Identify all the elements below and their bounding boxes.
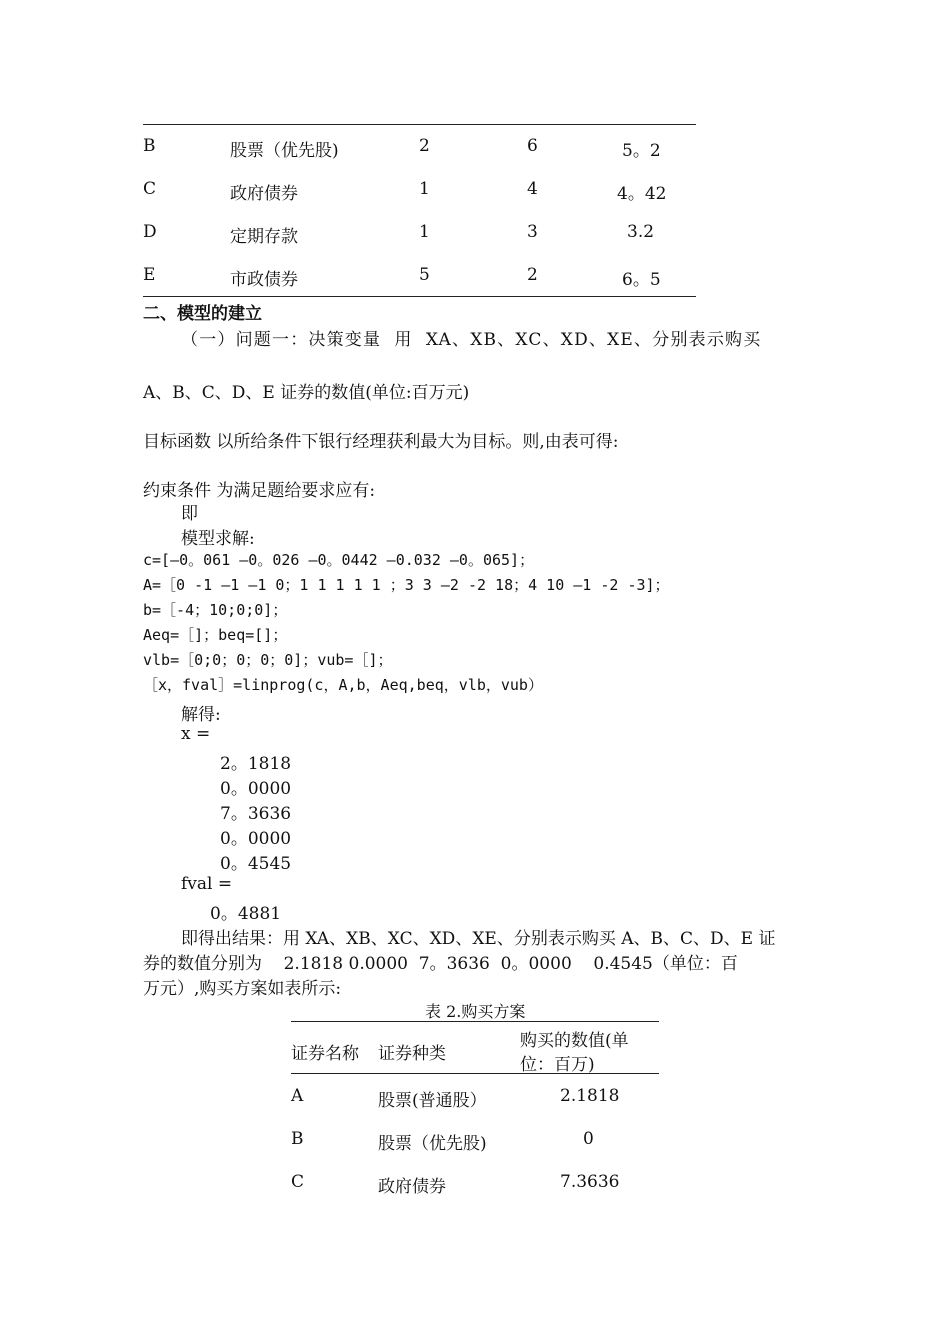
- table1-cell: 6: [527, 136, 538, 156]
- table2-header-cell: 证券种类: [378, 1044, 446, 1064]
- table2-cell: 股票（优先股): [378, 1134, 487, 1154]
- paragraph-objective: 目标函数 以所给条件下银行经理获利最大为目标。则,由表可得:: [143, 432, 619, 452]
- table2-header-rule: [291, 1073, 659, 1074]
- table1-cell: 5: [419, 265, 430, 285]
- table1-cell: 2: [419, 136, 430, 156]
- code-line: ［x，fval］=linprog(c，A,b，Aeq,beq，vlb，vub）: [143, 676, 543, 694]
- result-line: 万元）,购买方案如表所示:: [143, 979, 342, 999]
- table2-cell: 7.3636: [560, 1172, 620, 1192]
- x-value: 0。4545: [220, 854, 292, 874]
- table2-cell: 股票(普通股）: [378, 1091, 487, 1111]
- table1-cell: E: [143, 265, 156, 285]
- code-line: A=［0 -1 —1 —1 0；1 1 1 1 1 ；3 3 —2 -2 18；4 10 —1 -2 -3]；: [143, 576, 670, 594]
- table1-cell: 6。5: [622, 270, 661, 290]
- table1-cell: 4。42: [617, 184, 667, 204]
- paragraph-decision-variables: （一）问题一：决策变量 用 XA、XB、XC、XD、XE、分别表示购买: [181, 330, 762, 350]
- code-line: b=［-4；10;0;0]；: [143, 601, 288, 619]
- result-line: 即得出结果：用 XA、XB、XC、XD、XE、分别表示购买 A、B、C、D、E 证: [181, 929, 776, 949]
- table1-cell: 5。2: [622, 141, 661, 161]
- table1-cell: C: [143, 179, 157, 199]
- table1-cell: 2: [527, 265, 538, 285]
- table1-cell: 1: [419, 222, 430, 242]
- code-line: Aeq=［]；beq=[]；: [143, 626, 288, 644]
- fval-label: fval =: [181, 874, 233, 894]
- x-value: 0。0000: [220, 779, 292, 799]
- code-line: vlb=［0;0；0；0；0]；vub=［]；: [143, 651, 393, 669]
- table1-cell: D: [143, 222, 157, 242]
- table1-cell: 定期存款: [230, 227, 298, 247]
- x-value: 7。3636: [220, 804, 292, 824]
- code-line: c=[—0。061 —0。026 —0。0442 —0.032 —0。065]；: [143, 551, 535, 569]
- table1-top-rule: [143, 124, 696, 125]
- table1-cell: 3.2: [627, 222, 655, 242]
- table2-cell: C: [291, 1172, 305, 1192]
- paragraph-constraints: 约束条件 为满足题给要求应有:: [143, 481, 376, 501]
- result-line: 券的数值分别为 2.1818 0.0000 7。3636 0。0000 0.4545（单位：百: [143, 954, 738, 974]
- table2-cell: 2.1818: [560, 1086, 620, 1106]
- table2-cell: A: [291, 1086, 304, 1106]
- x-value: 0。0000: [220, 829, 292, 849]
- paragraph-ji: 即: [181, 504, 198, 524]
- table1-cell: 政府债券: [230, 184, 298, 204]
- table1-cell: 市政债券: [230, 270, 298, 290]
- table1-cell: B: [143, 136, 156, 156]
- table2-cell: 政府债券: [378, 1177, 446, 1197]
- table2-header-cell: 证券名称: [291, 1044, 359, 1064]
- table2-cell: B: [291, 1129, 304, 1149]
- paragraph-decision-variables-cont: A、B、C、D、E 证券的数值(单位:百万元): [143, 383, 470, 403]
- solution-label: 解得:: [181, 705, 221, 725]
- table1-bottom-rule: [143, 296, 696, 297]
- x-label: x =: [181, 724, 211, 744]
- table2-caption: 表 2.购买方案: [425, 1002, 526, 1021]
- x-value: 2。1818: [220, 754, 292, 774]
- table1-cell: 股票（优先股): [230, 141, 339, 161]
- table2-header-cell: 位：百万): [520, 1055, 595, 1075]
- table2-cell: 0: [583, 1129, 594, 1149]
- paragraph-model-solve: 模型求解:: [181, 529, 255, 549]
- table2-header-cell: 购买的数值(单: [520, 1031, 629, 1051]
- fval-value: 0。4881: [210, 904, 282, 924]
- table1-cell: 3: [527, 222, 538, 242]
- section-heading: 二、模型的建立: [143, 304, 262, 324]
- table2-top-rule: [291, 1021, 659, 1022]
- table1-cell: 1: [419, 179, 430, 199]
- table1-cell: 4: [527, 179, 538, 199]
